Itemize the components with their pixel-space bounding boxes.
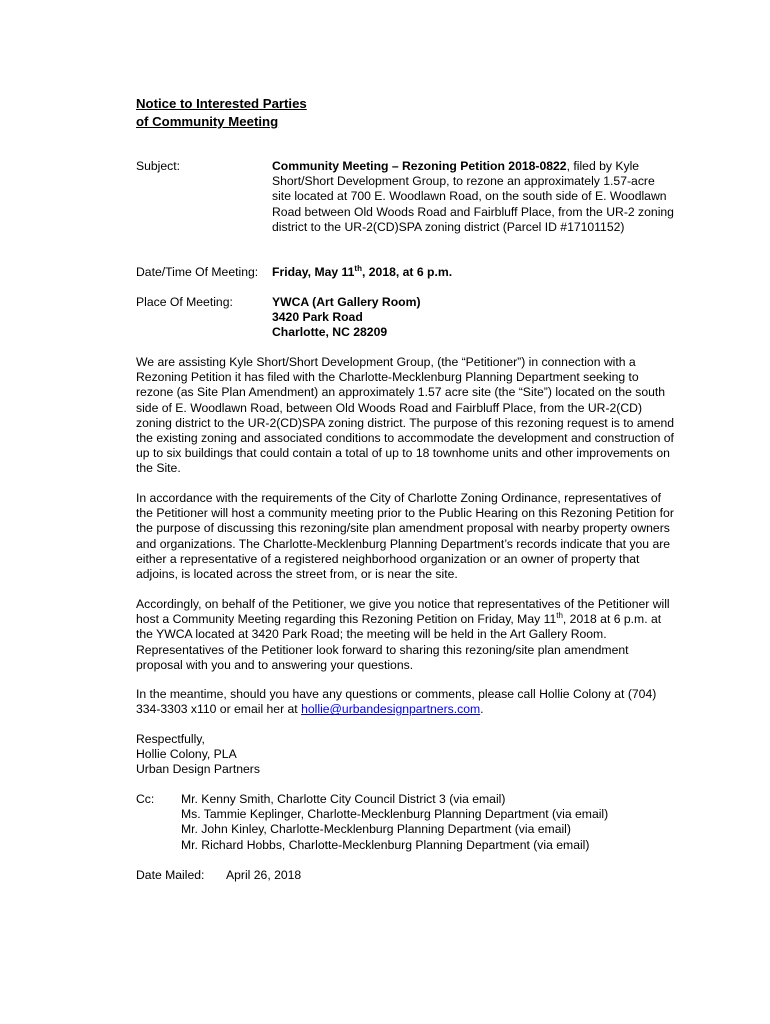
notice-title xyxy=(136,95,307,131)
place-value xyxy=(272,295,676,341)
subject-petition-title: Community Meeting – Rezoning Petition 2018-0822 xyxy=(272,159,567,173)
datetime-value-post: , 2018, at 6 p.m. xyxy=(361,265,453,279)
paragraph-intro: We are assisting Kyle Short/Short Development Group, (the “Petitioner”) in connection with a Rezoning Petition it has filed with the Charlotte-Mecklenburg Planning Department seeking to rezone (as Site Plan Amendment) an approximately 1.57 acre site (the “Site”) located on the south side of E. Woodlawn Road, between Old Woods Road and Fairbluff Place, from the UR-2(CD) zoning district to the UR-2(CD)SPA zoning district. The purpose of this rezoning request is to amend the existing zoning and associated conditions to accommodate the development and construction of up to six buildings that could contain a total of up to 18 townhome units and other improvements on the Site. xyxy=(136,355,675,476)
cc-recipient: Mr. Kenny Smith, Charlotte City Council District 3 (via email) xyxy=(181,792,506,806)
signature-block xyxy=(136,732,678,778)
notice-title-line-2: of Community Meeting xyxy=(136,114,279,129)
paragraph-meeting-notice xyxy=(136,597,678,673)
signature-name: Hollie Colony, PLA xyxy=(136,747,237,762)
datetime-value xyxy=(272,265,676,280)
cc-recipient: Mr. Richard Hobbs, Charlotte-Mecklenburg Planning Department (via email) xyxy=(181,837,590,852)
meeting-notice-sup: th xyxy=(556,611,563,621)
cc-recipient: Mr. John Kinley, Charlotte-Mecklenburg Planning Department (via email) xyxy=(181,822,571,837)
datetime-value-pre: Friday, May 11 xyxy=(272,265,355,279)
place-line-1: YWCA (Art Gallery Room) xyxy=(272,295,421,309)
date-mailed-label: Date Mailed: xyxy=(136,868,205,882)
subject-value xyxy=(272,159,676,235)
cc-list xyxy=(181,792,681,853)
contact-post: . xyxy=(480,702,484,717)
date-mailed-value: April 26, 2018 xyxy=(226,868,302,882)
place-label: Place Of Meeting: xyxy=(136,295,233,309)
meeting-notice-pre: Accordingly, on behalf of the Petitioner, we give you notice that representatives of the Petitioner will host a Community Meeting regarding this Rezoning Petition on Friday, May 11 xyxy=(136,597,670,627)
notice-title-line-1: Notice to Interested Parties xyxy=(136,96,307,111)
cc-label: Cc: xyxy=(136,792,155,806)
paragraph-contact xyxy=(136,687,678,717)
paragraph-requirements: In accordance with the requirements of the City of Charlotte Zoning Ordinance, representatives of the Petitioner will host a community meeting prior to the Public Hearing on this Rezoning Petition for the purpose of discussing this rezoning/site plan amendment proposal with nearby property owners and organizations. The Charlotte-Mecklenburg Planning Department’s records indicate that you are either a representative of a registered neighborhood organization or an owner of property that adjoins, is located across the street from, or is near the site. xyxy=(136,491,674,582)
meeting-notice-post: , 2018 at 6 p.m. at the YWCA located at 3420 Park Road; the meeting will be held in the Art Gallery Room. Representatives of the Petitioner look forward to sharing this rezoning/site plan amendment proposal with you and to answering your questions. xyxy=(136,612,662,672)
datetime-value-sup: th xyxy=(354,263,362,273)
subject-label: Subject: xyxy=(136,159,181,173)
email-link[interactable]: hollie@urbandesignpartners.com xyxy=(301,702,481,717)
place-line-2: 3420 Park Road xyxy=(272,310,363,325)
signature-org: Urban Design Partners xyxy=(136,762,260,777)
place-line-3: Charlotte, NC 28209 xyxy=(272,325,388,340)
contact-pre: In the meantime, should you have any questions or comments, please call Hollie Colony at (704) 334-3303 x110 or email her at xyxy=(136,687,657,717)
cc-recipient: Ms. Tammie Keplinger, Charlotte-Mecklenburg Planning Department (via email) xyxy=(181,807,609,822)
subject-description: , filed by Kyle Short/Short Development Group, to rezone an approximately 1.57-acre site located at 700 E. Woodlawn Road, on the south side of E. Woodlawn Road between Old Woods Road and Fairbluff Place, from the UR-2 zoning district to the UR-2(CD)SPA zoning district (Parcel ID #17101152) xyxy=(272,159,674,234)
signature-closing: Respectfully, xyxy=(136,732,205,746)
datetime-label: Date/Time Of Meeting: xyxy=(136,265,259,279)
